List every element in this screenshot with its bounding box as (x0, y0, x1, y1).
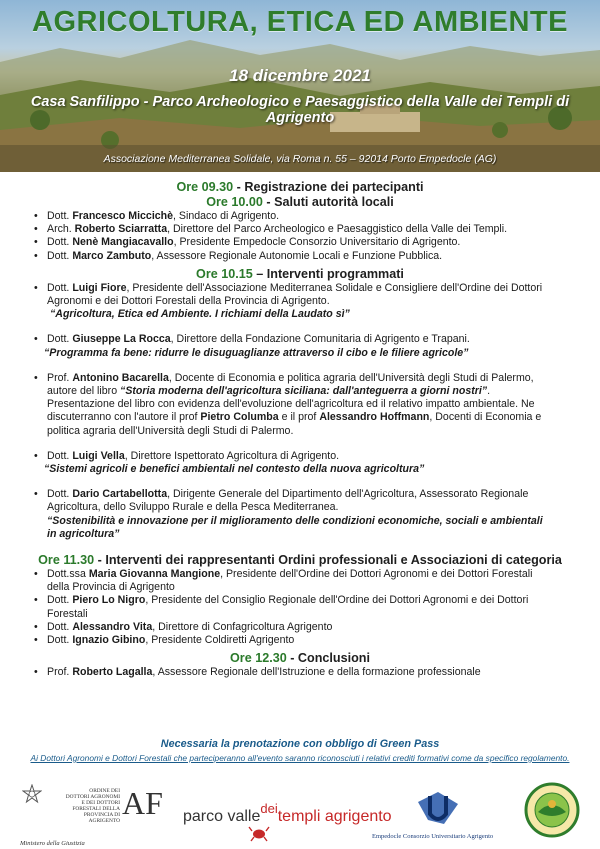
hero-banner (0, 0, 600, 172)
list-item: • Dott. Dario Cartabellotta, Dirigente Generale del Dipartimento dell'Agricoltura, Assessorato Regionale Agricoltura, dello Sviluppo Rurale e della Pesca Mediterranea. (34, 488, 529, 514)
credits-note: Ai Dottori Agronomi e Dottori Forestali che parteciperanno all'evento saranno riconosciuti i relativi crediti formativi come da specifico regolamento. (30, 753, 570, 763)
talks-list-5 (0, 488, 600, 514)
event-venue: Casa Sanfilippo - Parco Archeologico e Paesaggistico della Valle dei Templi di Agrigento (30, 94, 570, 126)
talk-title: “Agricoltura, Etica ed Ambiente. I richiami della Laudato sì” (50, 308, 350, 321)
list-item: • Dott. Luigi Vella, Direttore Ispettorato Agricoltura di Agrigento. (34, 449, 340, 462)
consorzio-label: Empedocle Consorzio Universitario Agrigento (372, 833, 494, 840)
program (0, 180, 600, 679)
talks-list (0, 282, 600, 308)
section-talks: Ore 10.15 – Interventi programmati (196, 266, 404, 281)
talk-title: “Sistemi agricoli e benefici ambientali nel contesto della nuova agricoltura” (44, 463, 425, 476)
list-item: • Dott. Marco Zambuto, Assessore Regionale Autonomie Locali e Funzione Pubblica. (34, 249, 443, 262)
conclusions-list (0, 666, 600, 679)
list-item: • Dott. Ignazio Gibino, Presidente Coldiretti Agrigento (34, 634, 295, 647)
section-greetings: Ore 10.00 - Saluti autorità locali (206, 195, 394, 209)
list-item: • Dott. Piero Lo Nigro, Presidente del Consiglio Regionale dell'Ordine dei Dottori Agronomi e dei Dottori Forestali (34, 594, 529, 620)
ordine-logo: AF (122, 785, 163, 821)
associazione-seal-icon (524, 782, 580, 838)
sicily-u-icon (414, 786, 462, 832)
list-item: • Prof. Antonino Bacarella, Docente di Economia e politica agraria dell'Università degli Studi di Palermo, autore del libro “Storia moderna dell'agricoltura siciliana: dall'anteguerra a giorni nostri”. Presentazione del libro con evidenza dell'evoluzione dell'agricoltura ed il relativo impatto ambientale. Ne discuterranno con l'autore il prof Pietro Columba e il prof Alessandro Hoffmann, Docenti di Economia e politica agraria dell'Università degli Studi di Palermo. (34, 371, 542, 437)
page-title: AGRICOLTURA, ETICA ED AMBIENTE (32, 6, 568, 38)
orders-list (0, 568, 600, 647)
talks-list-3 (0, 372, 600, 438)
section-conclusions: Ore 12.30 - Conclusioni (230, 651, 370, 666)
parco-valle-logo: parco valle$^{dei}$templi agrigento (183, 801, 392, 825)
crab-icon (248, 824, 270, 842)
list-item: • Dott. Luigi Fiore, Presidente dell'Associazione Mediterranea Solidale e Consigliere dell'Ordine dei Dottori Agronomi e dei Dottori Forestali della Provincia di Agrigento. (34, 281, 543, 308)
sponsor-logos (0, 780, 600, 849)
list-item: • Dott. Alessandro Vita, Direttore di Confagricoltura Agrigento (34, 620, 333, 633)
booking-note: Necessaria la prenotazione con obbligo di Green Pass (160, 738, 440, 750)
list-item: • Dott. Francesco Miccichè, Sindaco di Agrigento. (34, 210, 280, 222)
organizer-address: Associazione Mediterranea Solidale, via Roma n. 55 – 92014 Porto Empedocle (AG) (103, 153, 497, 165)
list-item: • Dott.ssa Maria Giovanna Mangione, Presidente dell'Ordine dei Dottori Agronomi e dei Dottori Forestali della Provincia di Agrigento (34, 568, 533, 594)
ordine-text: ORDINE DEI DOTTORI AGRONOMI E DEI DOTTORI FORESTALI DELLA PROVINCIA DI AGRIGENTO (65, 788, 120, 824)
section-registration: Ore 09.30 - Registrazione dei partecipanti (176, 180, 424, 194)
talks-list-2 (0, 333, 600, 346)
list-item: • Arch. Roberto Sciarratta, Direttore del Parco Archeologico e Paesaggistico della Valle dei Templi. (34, 223, 508, 236)
ministero-label: Ministero della Giustizia (20, 840, 85, 847)
list-item: • Dott. Nenè Mangiacavallo, Presidente Empedocle Consorzio Universitario di Agrigento. (34, 236, 461, 249)
section-orders: Ore 11.30 - Interventi dei rappresentanti Ordini professionali e Associazioni di categoria (38, 553, 562, 568)
talk-title: “Programma fa bene: ridurre le disuguaglianze attraverso il cibo e le filiere agricole” (44, 346, 469, 359)
list-item: • Prof. Roberto Lagalla, Assessore Regionale dell'Istruzione e della formazione professionale (34, 666, 481, 679)
talk-title: “Sostenibilità e innovazione per il miglioramento delle condizioni economiche, sociali e ambientali in agricoltura” (47, 514, 543, 540)
greetings-list (0, 210, 600, 263)
event-date: 18 dicembre 2021 (229, 66, 371, 85)
list-item: • Dott. Giuseppe La Rocca, Direttore della Fondazione Comunitaria di Agrigento e Trapani. (34, 333, 470, 346)
italian-emblem-icon (22, 784, 42, 806)
talks-list-4 (0, 450, 600, 463)
